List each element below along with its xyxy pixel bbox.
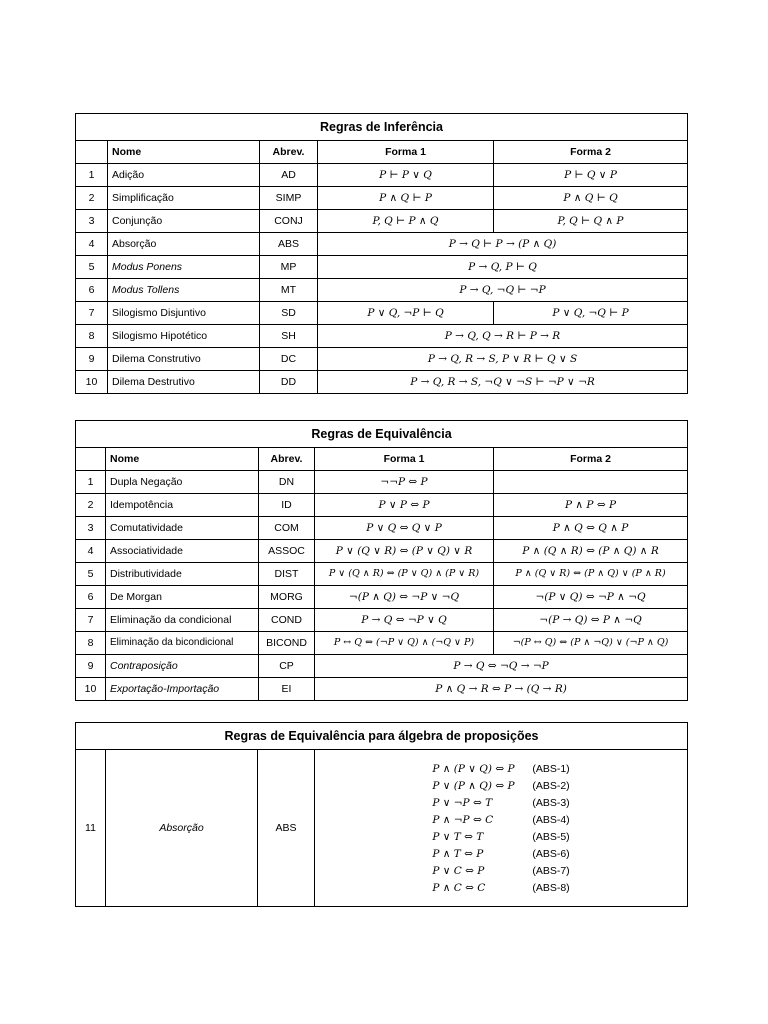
rule-name: Silogismo Disjuntivo <box>108 302 260 325</box>
row-number: 10 <box>76 371 108 394</box>
rule-name: Idempotência <box>106 494 259 517</box>
rule-form: P → Q, Q → R ⊢ P → R <box>318 325 688 348</box>
rule-form: P → Q ⇔ ¬Q → ¬P <box>315 655 688 678</box>
table-row <box>76 609 688 632</box>
rule-form1: P ∨ Q, ¬P ⊢ Q <box>318 302 494 325</box>
formula-line <box>432 828 569 845</box>
formula-line <box>432 879 569 896</box>
rule-abbr: CP <box>259 655 315 678</box>
table-row <box>76 210 688 233</box>
table-row <box>76 302 688 325</box>
rule-abbr: SH <box>260 325 318 348</box>
table-row <box>76 279 688 302</box>
formula-line <box>432 845 569 862</box>
table-row <box>76 471 688 494</box>
rule-form2: ¬(P → Q) ⇔ P ∧ ¬Q <box>494 609 688 632</box>
rule-form1: P ↔ Q ⇔ (¬P ∨ Q) ∧ (¬Q ∨ P) <box>315 632 494 655</box>
row-number: 2 <box>76 187 108 210</box>
rule-abbr: MP <box>260 256 318 279</box>
rule-form2 <box>494 471 688 494</box>
rule-abbr: MORG <box>259 586 315 609</box>
rule-abbr: COM <box>259 517 315 540</box>
rule-name: Eliminação da bicondicional <box>106 632 259 655</box>
rule-form2: P ∧ Q ⊢ Q <box>494 187 688 210</box>
header-name: Nome <box>106 448 259 471</box>
rule-abbr: ABS <box>260 233 318 256</box>
formula-tag: (ABS-3) <box>532 796 570 809</box>
rule-name: Dilema Destrutivo <box>108 371 260 394</box>
table-row <box>76 348 688 371</box>
rule-form2: P ∨ Q, ¬Q ⊢ P <box>494 302 688 325</box>
formula: P ∨ T ⇔ T <box>432 830 484 843</box>
rule-form2: ¬(P ∨ Q) ⇔ ¬P ∧ ¬Q <box>494 586 688 609</box>
absorption-formulas <box>315 750 688 907</box>
table-row <box>76 540 688 563</box>
table-row <box>76 517 688 540</box>
rule-name: Absorção <box>108 233 260 256</box>
rule-name: Comutatividade <box>106 517 259 540</box>
rule-abbr: MT <box>260 279 318 302</box>
row-number: 4 <box>76 233 108 256</box>
rule-abbr: SIMP <box>260 187 318 210</box>
rule-name: Silogismo Hipotético <box>108 325 260 348</box>
table-row <box>76 164 688 187</box>
rule-name: Adição <box>108 164 260 187</box>
formula-line <box>432 862 569 879</box>
rule-name: Dupla Negação <box>106 471 259 494</box>
rule-form2: P, Q ⊢ Q ∧ P <box>494 210 688 233</box>
row-number: 6 <box>76 279 108 302</box>
row-number: 7 <box>76 302 108 325</box>
table-row <box>76 233 688 256</box>
rule-name: Eliminação da condicional <box>106 609 259 632</box>
rule-abbr: CONJ <box>260 210 318 233</box>
formula-tag: (ABS-5) <box>532 830 570 843</box>
rule-name: Conjunção <box>108 210 260 233</box>
rule-form1: P ∨ (Q ∧ R) ⇔ (P ∨ Q) ∧ (P ∨ R) <box>315 563 494 586</box>
equivalence-rules-table <box>75 420 688 701</box>
formula-tag: (ABS-8) <box>532 881 570 894</box>
rule-form2: P ⊢ Q ∨ P <box>494 164 688 187</box>
rule-abbr: DC <box>260 348 318 371</box>
header-abbr: Abrev. <box>259 448 315 471</box>
row-number: 3 <box>76 517 106 540</box>
row-number: 9 <box>76 348 108 371</box>
row-number: 8 <box>76 325 108 348</box>
formula: P ∨ C ⇔ P <box>432 864 485 877</box>
row-number: 1 <box>76 164 108 187</box>
rule-name: Modus Ponens <box>108 256 260 279</box>
rule-form: P → Q, R → S, ¬Q ∨ ¬S ⊢ ¬P ∨ ¬R <box>318 371 688 394</box>
rule-abbr: ABS <box>258 750 315 907</box>
rule-form1: P → Q ⇔ ¬P ∨ Q <box>315 609 494 632</box>
rule-name: Exportação-Importação <box>106 678 259 701</box>
rule-form: P → Q, P ⊢ Q <box>318 256 688 279</box>
rule-name: Modus Tollens <box>108 279 260 302</box>
formula: P ∨ ¬P ⇔ T <box>432 796 493 809</box>
rule-form1: P ∧ Q ⊢ P <box>318 187 494 210</box>
rule-form1: ¬¬P ⇔ P <box>315 471 494 494</box>
rule-form: P → Q ⊢ P → (P ∧ Q) <box>318 233 688 256</box>
table-row <box>76 586 688 609</box>
rule-name: Simplificação <box>108 187 260 210</box>
formula: P ∧ ¬P ⇔ C <box>432 813 494 826</box>
row-number: 10 <box>76 678 106 701</box>
rule-abbr: COND <box>259 609 315 632</box>
formula: P ∧ T ⇔ P <box>432 847 484 860</box>
row-number: 4 <box>76 540 106 563</box>
table-row <box>76 256 688 279</box>
rule-form: P → Q, ¬Q ⊢ ¬P <box>318 279 688 302</box>
row-number: 11 <box>76 750 106 907</box>
table-row <box>76 371 688 394</box>
row-number: 2 <box>76 494 106 517</box>
formula-tag: (ABS-6) <box>532 847 570 860</box>
header-name: Nome <box>108 141 260 164</box>
header-form2: Forma 2 <box>494 141 688 164</box>
inference-rules-table <box>75 113 688 394</box>
rule-form1: P ∨ (Q ∨ R) ⇔ (P ∨ Q) ∨ R <box>315 540 494 563</box>
rule-abbr: EI <box>259 678 315 701</box>
rule-name: Contraposição <box>106 655 259 678</box>
algebra-rules-table <box>75 722 688 907</box>
formula-line <box>432 811 569 828</box>
rule-form1: P, Q ⊢ P ∧ Q <box>318 210 494 233</box>
rule-form2: P ∧ (Q ∨ R) ⇔ (P ∧ Q) ∨ (P ∧ R) <box>494 563 688 586</box>
formula: P ∨ (P ∧ Q) ⇔ P <box>432 779 515 792</box>
row-number: 7 <box>76 609 106 632</box>
table-row <box>76 187 688 210</box>
rule-form1: P ∨ Q ⇔ Q ∨ P <box>315 517 494 540</box>
rule-abbr: DIST <box>259 563 315 586</box>
header-form1: Forma 1 <box>318 141 494 164</box>
table-row <box>76 655 688 678</box>
formula-line <box>432 760 569 777</box>
formula: P ∧ (P ∨ Q) ⇔ P <box>432 762 515 775</box>
rule-form2: ¬(P ↔ Q) ⇔ (P ∧ ¬Q) ∨ (¬P ∧ Q) <box>494 632 688 655</box>
formula-tag: (ABS-4) <box>532 813 570 826</box>
header-form1: Forma 1 <box>315 448 494 471</box>
table-row <box>76 325 688 348</box>
rule-abbr: SD <box>260 302 318 325</box>
table-row <box>76 563 688 586</box>
rule-abbr: DD <box>260 371 318 394</box>
formula-line <box>432 794 569 811</box>
rule-name: Dilema Construtivo <box>108 348 260 371</box>
formula-tag: (ABS-2) <box>532 779 570 792</box>
rule-form1: P ⊢ P ∨ Q <box>318 164 494 187</box>
rule-abbr: ID <box>259 494 315 517</box>
header-num <box>76 141 108 164</box>
row-number: 3 <box>76 210 108 233</box>
rule-form2: P ∧ Q ⇔ Q ∧ P <box>494 517 688 540</box>
table-row <box>76 632 688 655</box>
header-num <box>76 448 106 471</box>
row-number: 8 <box>76 632 106 655</box>
rule-name: Associatividade <box>106 540 259 563</box>
table-row <box>76 750 688 907</box>
rule-form2: P ∧ (Q ∧ R) ⇔ (P ∧ Q) ∧ R <box>494 540 688 563</box>
rule-form: P → Q, R → S, P ∨ R ⊢ Q ∨ S <box>318 348 688 371</box>
table-row <box>76 494 688 517</box>
row-number: 5 <box>76 563 106 586</box>
rule-name: De Morgan <box>106 586 259 609</box>
algebra-table-title: Regras de Equivalência para álgebra de proposições <box>76 723 688 750</box>
formula-tag: (ABS-1) <box>532 762 570 775</box>
inference-table-title: Regras de Inferência <box>76 114 688 141</box>
rule-name: Distributividade <box>106 563 259 586</box>
rule-form1: ¬(P ∧ Q) ⇔ ¬P ∨ ¬Q <box>315 586 494 609</box>
rule-form2: P ∧ P ⇔ P <box>494 494 688 517</box>
formula-line <box>432 777 569 794</box>
row-number: 9 <box>76 655 106 678</box>
rule-abbr: AD <box>260 164 318 187</box>
rule-name: Absorção <box>106 750 258 907</box>
formula: P ∧ C ⇔ C <box>432 881 486 894</box>
rule-abbr: DN <box>259 471 315 494</box>
formula-tag: (ABS-7) <box>532 864 570 877</box>
row-number: 6 <box>76 586 106 609</box>
table-row <box>76 678 688 701</box>
equivalence-table-title: Regras de Equivalência <box>76 421 688 448</box>
row-number: 1 <box>76 471 106 494</box>
rule-form: P ∧ Q → R ⇔ P → (Q → R) <box>315 678 688 701</box>
row-number: 5 <box>76 256 108 279</box>
rule-form1: P ∨ P ⇔ P <box>315 494 494 517</box>
rule-abbr: ASSOC <box>259 540 315 563</box>
header-abbr: Abrev. <box>260 141 318 164</box>
rule-abbr: BICOND <box>259 632 315 655</box>
header-form2: Forma 2 <box>494 448 688 471</box>
